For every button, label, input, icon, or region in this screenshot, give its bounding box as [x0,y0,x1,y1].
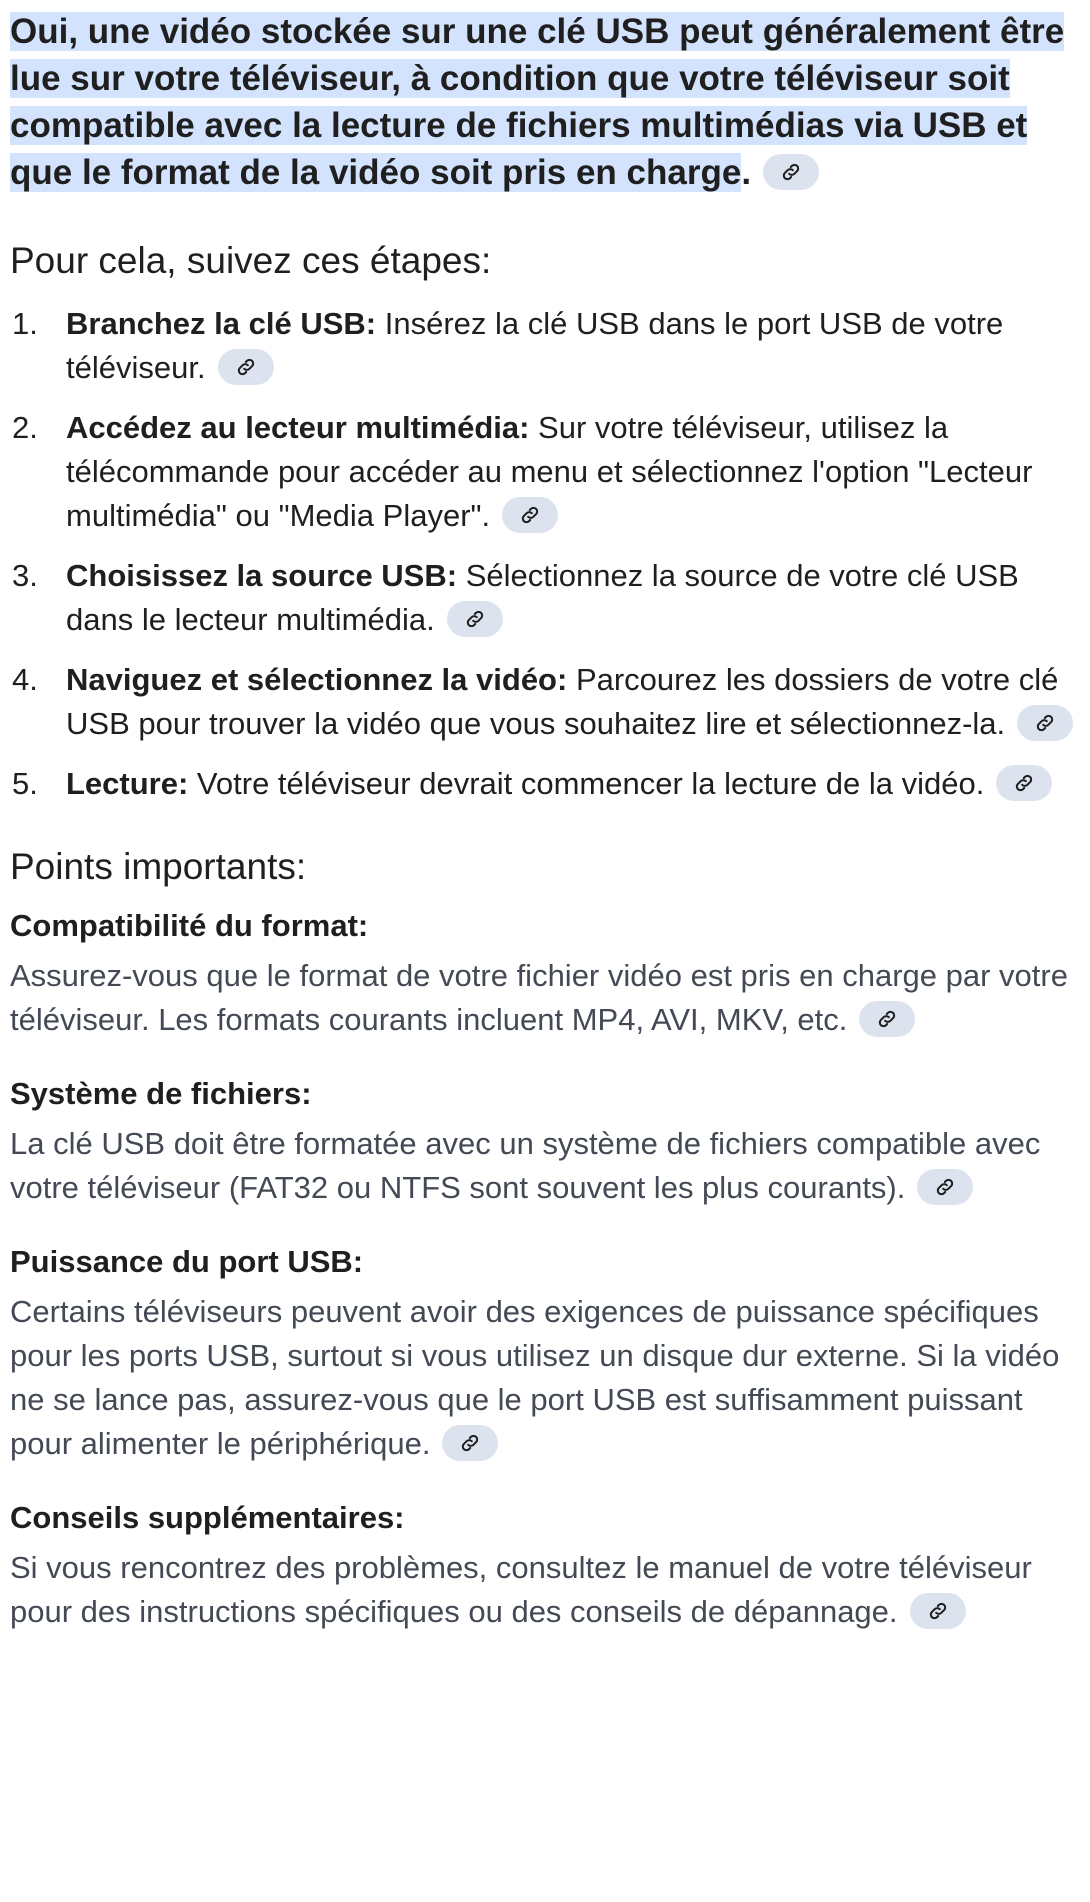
point-text-wrap [10,1546,1076,1634]
step-title: Accédez au lecteur multimédia: [66,410,530,445]
link-icon [459,1432,481,1454]
intro-paragraph: Oui, une vidéo stockée sur une clé USB peut généralement être lue sur votre téléviseur, à condition que votre téléviseur soit compatible avec la lecture de fichiers multimédias via USB et que le format de la vidéo soit pris en charge. [10,12,1065,192]
point-text: Certains téléviseurs peuvent avoir des exigences de puissance spécifiques pour les ports USB, surtout si vous utilisez un disque dur externe. Si la vidéo ne se lance pas, assurez-vous que le port USB est suffisamment puissant pour alimenter le périphérique. [10,1294,1060,1461]
point-section [10,1496,1076,1634]
list-item: 5. Lecture: Votre téléviseur devrait commencer la lecture de la vidéo. [10,762,1076,806]
point-title: Système de fichiers: [10,1076,312,1111]
point-text: Assurez-vous que le format de votre fichier vidéo est pris en charge par votre téléviseur. Les formats courants incluent MP4, AVI, MKV, etc. [10,958,1068,1037]
link-icon [519,504,541,526]
step-title: Naviguez et sélectionnez la vidéo: [66,662,568,697]
point-title: Compatibilité du format: [10,908,369,943]
point-section [10,1240,1076,1466]
source-link-chip[interactable] [447,601,503,637]
source-link-chip[interactable] [996,765,1052,801]
step-title: Branchez la clé USB: [66,306,377,341]
point-text-wrap [10,1290,1076,1466]
link-icon [927,1600,949,1622]
list-item: 3. Choisissez la source USB: Sélectionnez la source de votre clé USB dans le lecteur multimédia. [12,558,1019,637]
link-icon [235,356,257,378]
source-link-chip[interactable] [859,1001,915,1037]
list-item: 4. Naviguez et sélectionnez la vidéo: Parcourez les dossiers de votre clé USB pour trouver la vidéo que vous souhaitez lire et sélectionnez-la. [10,658,1076,746]
link-icon [876,1008,898,1030]
list-item: 1. Branchez la clé USB: Insérez la clé USB dans le port USB de votre téléviseur. [12,306,1004,385]
highlighted-answer: Oui, une vidéo stockée sur une clé USB peut généralement être lue sur votre téléviseur, à condition que votre téléviseur soit compatible avec la lecture de fichiers multimédias via USB et que le format de la vidéo soit pris en charge [10,12,1065,192]
source-link-chip[interactable] [910,1593,966,1629]
list-item: 2. Accédez au lecteur multimédia: Sur votre téléviseur, utilisez la télécommande pour accéder au menu et sélectionnez l'option "Lecteur multimédia" ou "Media Player". [12,410,1033,533]
point-text-wrap [10,1122,1076,1210]
step-title: Lecture: [66,766,189,801]
link-icon [934,1176,956,1198]
link-icon [780,161,802,183]
link-icon [1013,772,1035,794]
step-text: Sur votre téléviseur, utilisez la télécommande pour accéder au menu et sélectionnez l'option "Lecteur multimédia" ou "Media Player". [66,410,1033,533]
points-heading: Points importants: [10,846,307,887]
source-link-chip[interactable] [917,1169,973,1205]
point-text: La clé USB doit être formatée avec un système de fichiers compatible avec votre téléviseur (FAT32 ou NTFS sont souvent les plus courants). [10,1126,1041,1205]
source-link-chip[interactable] [218,349,274,385]
link-icon [1034,712,1056,734]
steps-list [10,302,1076,806]
point-text-wrap [10,954,1076,1042]
step-text: Parcourez les dossiers de votre clé USB pour trouver la vidéo que vous souhaitez lire et sélectionnez-la. [66,662,1059,741]
steps-heading: Pour cela, suivez ces étapes: [10,240,492,281]
source-link-chip[interactable] [763,154,819,190]
source-link-chip[interactable] [502,497,558,533]
step-text: Sélectionnez la source de votre clé USB dans le lecteur multimédia. [66,558,1019,637]
point-title: Conseils supplémentaires: [10,1500,405,1535]
point-text: Si vous rencontrez des problèmes, consultez le manuel de votre téléviseur pour des instructions spécifiques ou des conseils de dépannage. [10,1550,1032,1629]
point-title: Puissance du port USB: [10,1244,364,1279]
step-text: Votre téléviseur devrait commencer la lecture de la vidéo. [188,766,985,801]
source-link-chip[interactable] [442,1425,498,1461]
link-icon [464,608,486,630]
point-section [10,904,1076,1042]
source-link-chip[interactable] [1017,705,1073,741]
point-section [10,1072,1076,1210]
step-title: Choisissez la source USB: [66,558,458,593]
step-text: Insérez la clé USB dans le port USB de votre téléviseur. [66,306,1004,385]
